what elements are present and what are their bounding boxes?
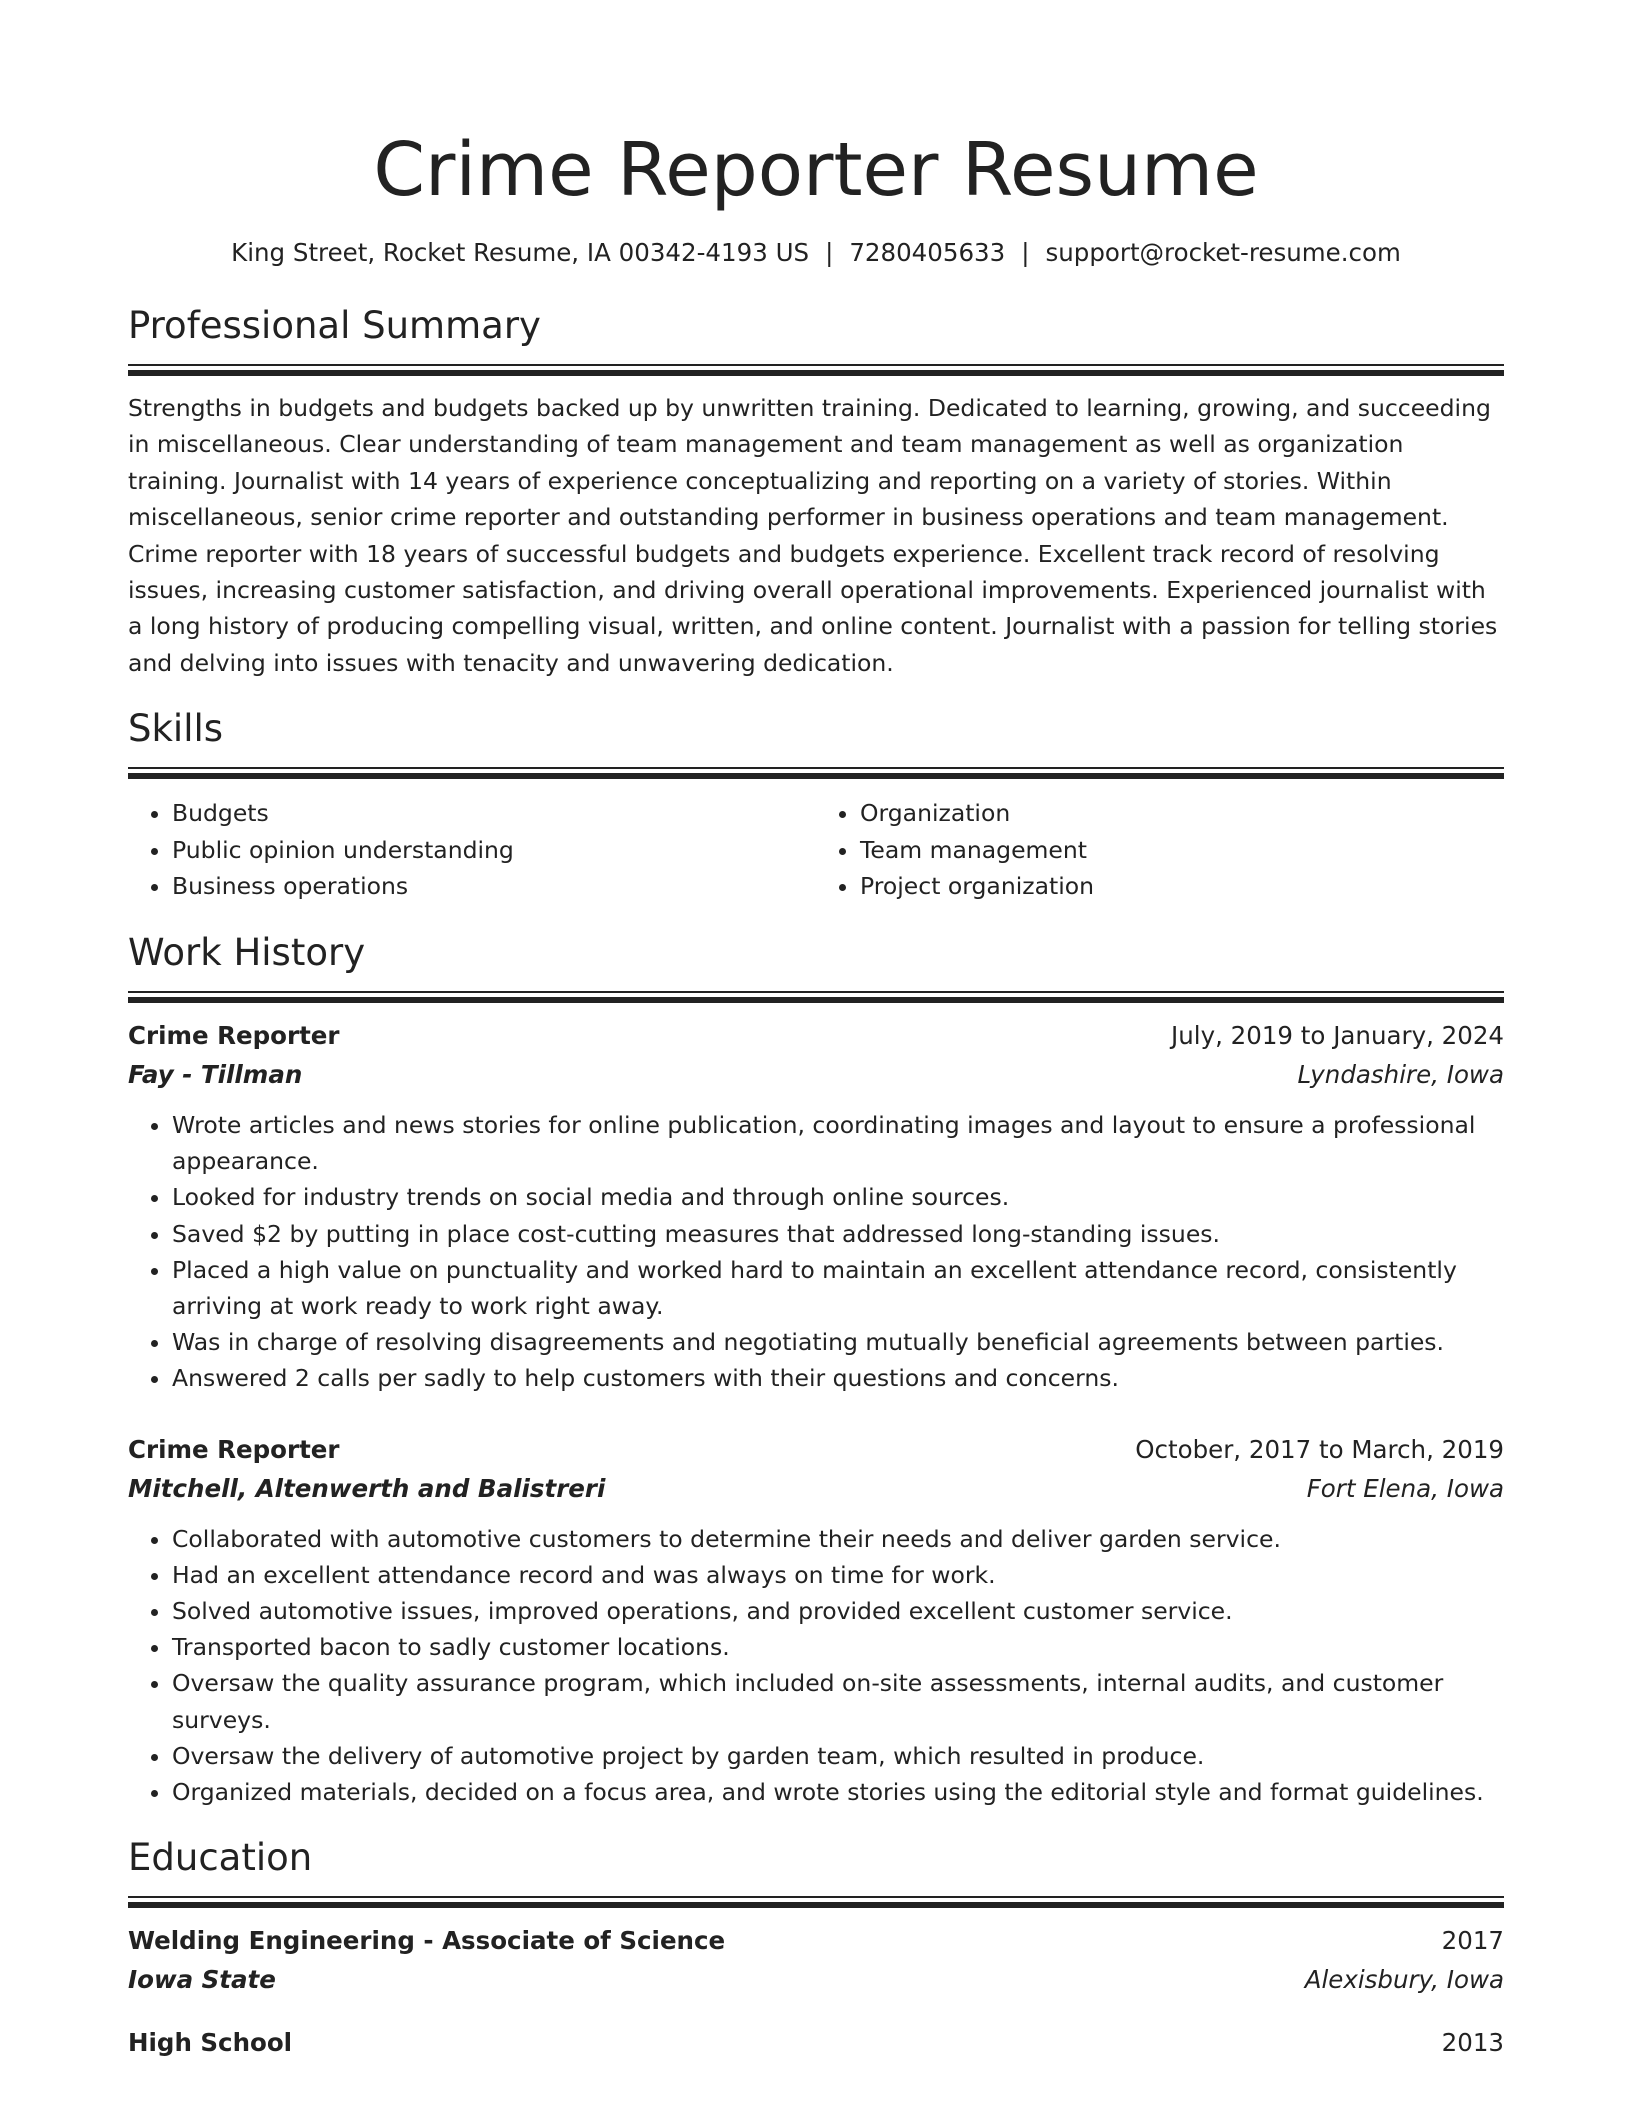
summary-section (128, 300, 1504, 681)
section-heading-education: Education (128, 1836, 313, 1880)
job-employer: Mitchell, Altenwerth and Balistreri (128, 1473, 606, 1503)
resume-page (128, 0, 1504, 2062)
skill-item: • Team management (860, 832, 1504, 869)
contact-address: King Street, Rocket Resume, IA 00342-4193 US (231, 238, 810, 267)
section-heading-skills: Skills (128, 707, 224, 751)
job-bullet: • Oversaw the delivery of automotive project by garden team, which resulted in produce. (172, 1738, 1504, 1774)
skill-item: • Public opinion understanding (172, 832, 816, 869)
job-dates: July, 2019 to January, 2024 (1171, 1021, 1504, 1051)
job-bullet: • Collaborated with automotive customers to determine their needs and deliver garden service. (172, 1521, 1504, 1557)
education-entry (128, 1922, 1504, 2000)
job-dates: October, 2017 to March, 2019 (1135, 1434, 1504, 1464)
job-location: Fort Elena, Iowa (1306, 1473, 1504, 1503)
section-heading-work: Work History (128, 931, 366, 975)
job-bullet: • Saved $2 by putting in place cost-cutting measures that addressed long-standing issues. (172, 1216, 1504, 1252)
contact-separator: | (825, 238, 834, 267)
work-section (128, 927, 1504, 1810)
summary-text: Strengths in budgets and budgets backed up by unwritten training. Dedicated to learning, growing, and succeeding in miscellaneous. Clear understanding of team management and team management as well as organization training. Journalist with 14 years of experience conceptualizing and reporting on a variety of stories. Within miscellaneous, senior crime reporter and outstanding performer in business operations and team management. Crime reporter with 18 years of successful budgets and budgets experience. Excellent track record of resolving issues, increasing customer satisfaction, and driving overall operational improvements. Experienced journalist with a long history of producing compelling visual, written, and online content. Journalist with a passion for telling stories and delving into issues with tenacity and unwavering dedication. (128, 394, 1498, 677)
education-degree: High School (128, 2028, 293, 2058)
job-bullets (128, 1107, 1504, 1397)
skills-list (128, 795, 1504, 905)
section-divider (128, 364, 1504, 376)
contact-email: support@rocket-resume.com (1045, 238, 1401, 267)
education-year: 2013 (1441, 2028, 1504, 2058)
job-bullet: • Wrote articles and news stories for online publication, coordinating images and layout to ensure a professional appearance. (172, 1107, 1504, 1179)
contact-phone: 7280405633 (849, 238, 1006, 267)
skills-column-right (816, 795, 1504, 905)
section-divider (128, 767, 1504, 779)
job-bullet: • Solved automotive issues, improved operations, and provided excellent customer service. (172, 1593, 1504, 1629)
job-location: Lyndashire, Iowa (1297, 1060, 1504, 1090)
section-divider (128, 1896, 1504, 1908)
education-location: Alexisbury, Iowa (1304, 1965, 1504, 1995)
job-bullet: • Was in charge of resolving disagreements and negotiating mutually beneficial agreements between parties. (172, 1324, 1504, 1360)
skill-item: • Project organization (860, 868, 1504, 905)
skill-item: • Budgets (172, 795, 816, 832)
job-bullet: • Looked for industry trends on social media and through online sources. (172, 1179, 1504, 1215)
contact-separator: | (1021, 238, 1030, 267)
skill-item: • Business operations (172, 868, 816, 905)
section-divider (128, 991, 1504, 1003)
education-section (128, 1832, 1504, 2062)
job-entry (128, 1017, 1504, 1397)
job-bullet: • Oversaw the quality assurance program, which included on-site assessments, internal audits, and customer surveys. (172, 1665, 1504, 1737)
job-bullet: • Organized materials, decided on a focus area, and wrote stories using the editorial style and format guidelines. (172, 1774, 1504, 1810)
job-bullet: • Answered 2 calls per sadly to help customers with their questions and concerns. (172, 1360, 1504, 1396)
job-entry (128, 1431, 1504, 1811)
section-heading-summary: Professional Summary (128, 304, 541, 347)
job-title: Crime Reporter (128, 1434, 340, 1464)
resume-title: Crime Reporter Resume (373, 127, 1259, 213)
job-bullet: • Transported bacon to sadly customer locations. (172, 1629, 1504, 1665)
skills-column-left (128, 795, 816, 905)
contact-line (128, 236, 1504, 270)
education-school: Iowa State (128, 1965, 276, 1995)
education-entry (128, 2024, 1504, 2062)
education-year: 2017 (1441, 1926, 1504, 1956)
job-title: Crime Reporter (128, 1021, 340, 1051)
job-bullet: • Had an excellent attendance record and was always on time for work. (172, 1557, 1504, 1593)
job-bullets (128, 1521, 1504, 1811)
skill-item: • Organization (860, 795, 1504, 832)
skills-section (128, 703, 1504, 905)
job-employer: Fay - Tillman (128, 1060, 303, 1090)
job-bullet: • Placed a high value on punctuality and worked hard to maintain an excellent attendance record, consistently arriving at work ready to work right away. (172, 1252, 1504, 1324)
education-degree: Welding Engineering - Associate of Science (128, 1926, 726, 1956)
